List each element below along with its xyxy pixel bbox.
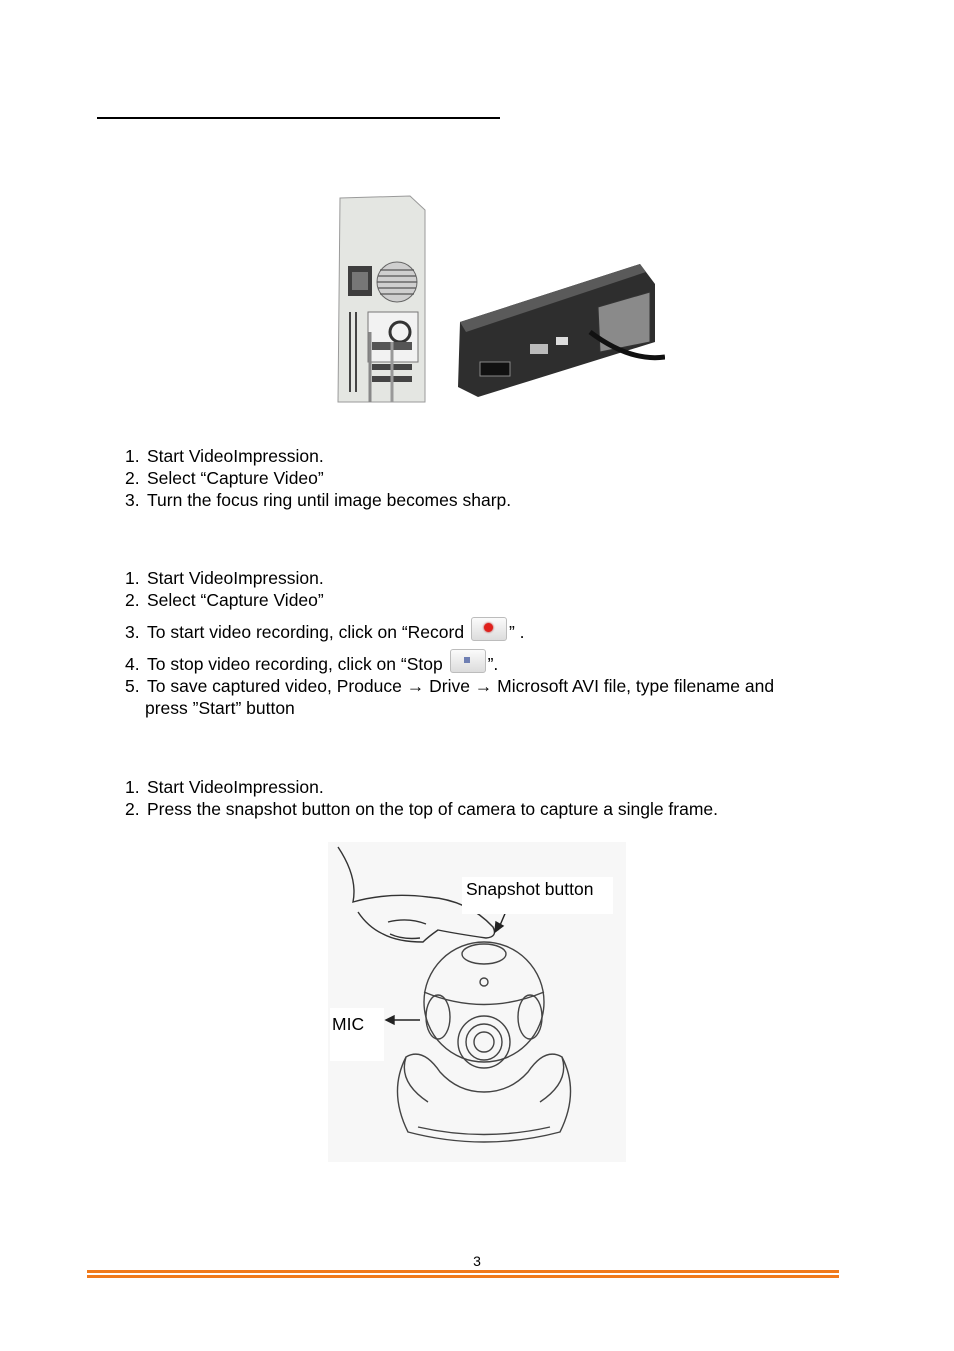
list-item: 1. Start VideoImpression. [125, 446, 324, 466]
record-icon [471, 617, 507, 641]
footer-rule-secondary [87, 1275, 839, 1278]
list-item: 2. Press the snapshot button on the top of camera to capture a single frame. [125, 799, 719, 819]
list-item: 1. Start VideoImpression. [125, 568, 324, 588]
list-item: 3. To start video recording, click on “Record ” . [125, 617, 774, 643]
footer-rule [87, 1270, 839, 1273]
focus-steps-list [125, 445, 511, 511]
list-item: 1. Start VideoImpression. [125, 777, 324, 797]
list-item: 5. To save captured video, Produce → Drive → Microsoft AVI file, type filename and [125, 676, 775, 696]
list-item: 3. Turn the focus ring until image becomes sharp. [125, 490, 512, 510]
list-item: 2. Select “Capture Video” [125, 468, 324, 488]
connection-illustration [330, 192, 665, 406]
page-number: 3 [473, 1253, 481, 1269]
snapshot-button-label: Snapshot button [462, 877, 613, 914]
stop-icon [450, 649, 486, 673]
laptop-image [458, 264, 665, 397]
recording-steps-list [125, 567, 774, 719]
mic-label: MIC [330, 1008, 384, 1061]
pc-tower-image [338, 196, 425, 402]
list-item: 2. Select “Capture Video” [125, 590, 324, 610]
list-item: 4. To stop video recording, click on “Stop ”. [125, 649, 774, 675]
snapshot-steps-list [125, 776, 718, 820]
list-item-continuation: press ”Start” button [145, 698, 295, 718]
heading-underline [97, 117, 500, 119]
